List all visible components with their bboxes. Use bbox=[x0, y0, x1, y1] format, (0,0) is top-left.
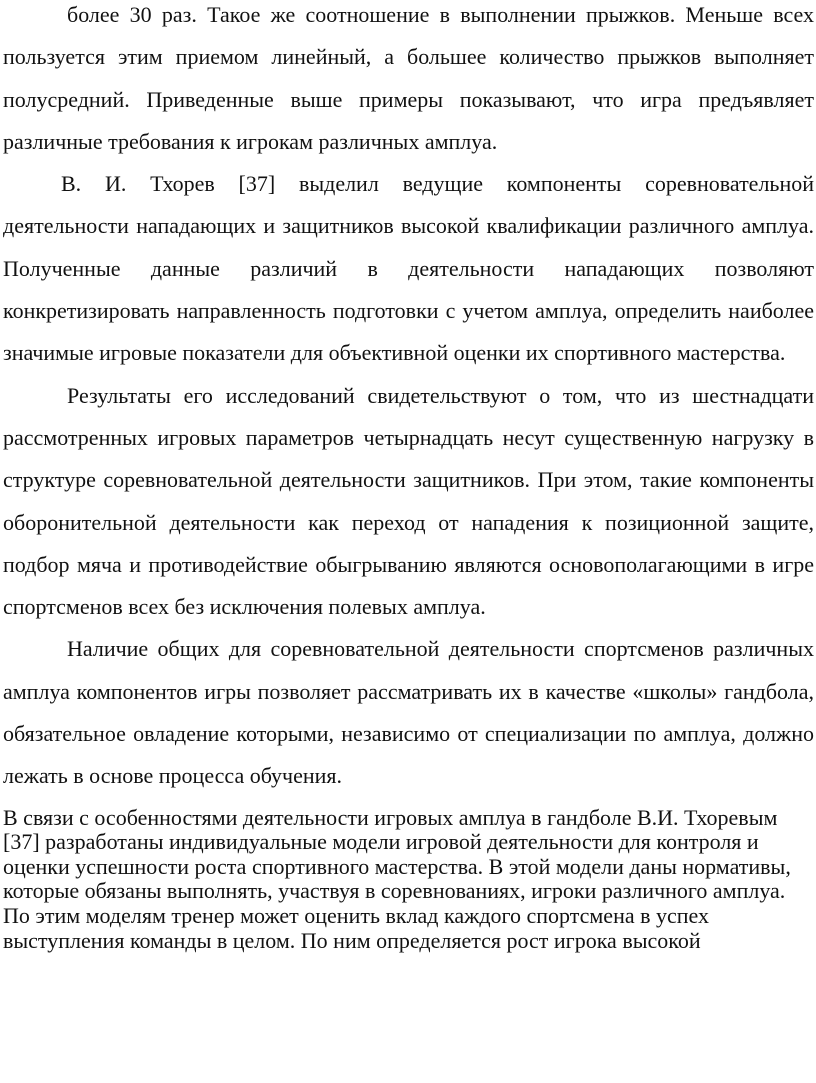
paragraph-3: Результаты его исследований свидетельствуют о том, что из шестнадцати рассмотренных игровых параметров четырнадцать несут существенную нагрузку в структуре соревновательной деятельности защитников. При этом, такие компоненты оборонительной деятельности как переход от нападения к позиционной защите, подбор мяча и противодействие обыгрыванию являются основополагающими в игре спортсменов всех без исключения полевых амплуа. bbox=[3, 382, 814, 620]
paragraph-1: более 30 раз. Такое же соотношение в выполнении прыжков. Меньше всех пользуется этим приемом линейный, а большее количество прыжков выполняет полусредний. Приведенные выше примеры показывают, что игра предъявляет различные требования к игрокам различных амплуа. bbox=[3, 2, 814, 154]
paragraph-5: В связи с особенностями деятельности игровых амплуа в гандболе В.И. Тхоревым [37] разработаны индивидуальные модели игровой деятельности для контроля и оценки успешности роста спортивного мастерства. В этой модели даны нормативы, которые обязаны выполнять, участвуя в соревнованиях, игроки различного амплуа. По этим моделям тренер может оценить вклад каждого спортсмена в успех выступления команды в целом. По ним определяется рост игрока высокой bbox=[3, 804, 791, 953]
paragraph-4: Наличие общих для соревновательной деятельности спортсменов различных амплуа компонентов игры позволяет рассматривать их в качестве «школы» гандбола, обязательное овладение которыми, независимо от специализации по амплуа, должно лежать в основе процесса обучения. bbox=[3, 636, 814, 789]
paragraph-2: В. И. Тхорев [37] выделил ведущие компоненты соревновательной деятельности нападающих и защитников высокой квалификации различного амплуа. Полученные данные различий в деятельности нападающих позволяют конкретизировать направленность подготовки с учетом амплуа, определить наиболее значимые игровые показатели для объективной оценки их спортивного мастерства. bbox=[3, 171, 814, 366]
